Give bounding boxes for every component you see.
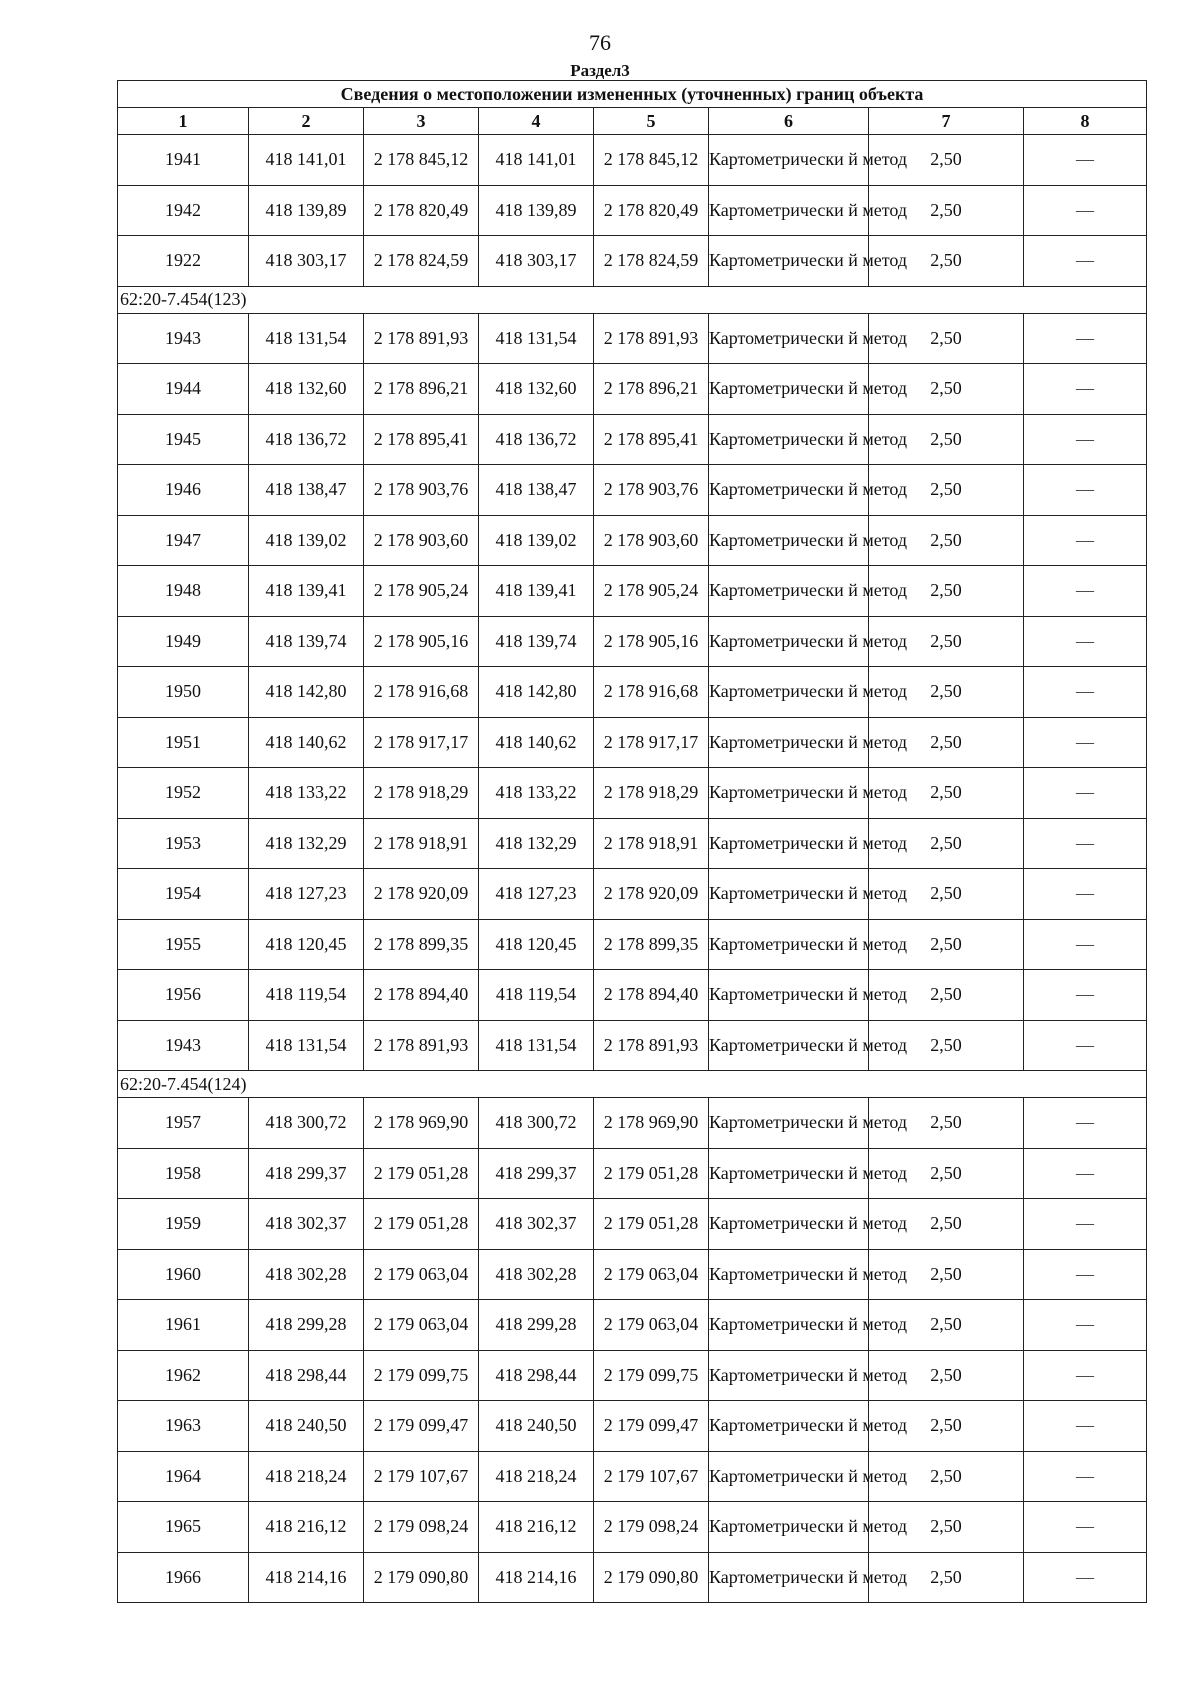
x-existing-cell: 418 218,24 [249, 1451, 364, 1502]
column-header: 2 [249, 108, 364, 135]
method-cell: Картометрически й метод [709, 1098, 869, 1149]
accuracy-cell: 2,50 [869, 869, 1024, 920]
x-refined-cell: 418 299,37 [479, 1148, 594, 1199]
x-refined-cell: 418 139,41 [479, 566, 594, 617]
column-header-row [118, 108, 1147, 135]
table-row [118, 1502, 1147, 1553]
x-refined-cell: 418 214,16 [479, 1552, 594, 1603]
x-existing-cell: 418 131,54 [249, 313, 364, 364]
y-refined-cell: 2 178 905,24 [594, 566, 709, 617]
accuracy-cell: 2,50 [869, 135, 1024, 186]
y-existing-cell: 2 178 820,49 [364, 185, 479, 236]
y-existing-cell: 2 178 918,91 [364, 818, 479, 869]
accuracy-cell: 2,50 [869, 970, 1024, 1021]
y-existing-cell: 2 179 099,75 [364, 1350, 479, 1401]
point-id-cell: 1965 [118, 1502, 249, 1553]
x-existing-cell: 418 133,22 [249, 768, 364, 819]
x-existing-cell: 418 240,50 [249, 1401, 364, 1452]
table-row [118, 185, 1147, 236]
y-existing-cell: 2 178 891,93 [364, 313, 479, 364]
column-header: 3 [364, 108, 479, 135]
x-refined-cell: 418 303,17 [479, 236, 594, 287]
accuracy-cell: 2,50 [869, 364, 1024, 415]
accuracy-cell: 2,50 [869, 919, 1024, 970]
method-cell: Картометрически й метод [709, 1401, 869, 1452]
point-id-cell: 1944 [118, 364, 249, 415]
table-row [118, 364, 1147, 415]
point-id-cell: 1955 [118, 919, 249, 970]
x-refined-cell: 418 298,44 [479, 1350, 594, 1401]
y-refined-cell: 2 179 107,67 [594, 1451, 709, 1502]
x-refined-cell: 418 299,28 [479, 1300, 594, 1351]
x-existing-cell: 418 136,72 [249, 414, 364, 465]
note-cell: — [1024, 717, 1147, 768]
point-id-cell: 1941 [118, 135, 249, 186]
note-cell: — [1024, 185, 1147, 236]
method-cell: Картометрически й метод [709, 1552, 869, 1603]
table-row [118, 465, 1147, 516]
y-refined-cell: 2 178 903,76 [594, 465, 709, 516]
point-id-cell: 1962 [118, 1350, 249, 1401]
x-existing-cell: 418 132,60 [249, 364, 364, 415]
table-row [118, 1249, 1147, 1300]
method-cell: Картометрически й метод [709, 515, 869, 566]
x-existing-cell: 418 138,47 [249, 465, 364, 516]
x-refined-cell: 418 139,89 [479, 185, 594, 236]
y-refined-cell: 2 178 917,17 [594, 717, 709, 768]
method-cell: Картометрически й метод [709, 236, 869, 287]
x-refined-cell: 418 302,28 [479, 1249, 594, 1300]
accuracy-cell: 2,50 [869, 515, 1024, 566]
accuracy-cell: 2,50 [869, 1020, 1024, 1071]
y-existing-cell: 2 178 905,24 [364, 566, 479, 617]
accuracy-cell: 2,50 [869, 1401, 1024, 1452]
point-id-cell: 1946 [118, 465, 249, 516]
x-existing-cell: 418 139,41 [249, 566, 364, 617]
x-existing-cell: 418 214,16 [249, 1552, 364, 1603]
method-cell: Картометрически й метод [709, 566, 869, 617]
method-cell: Картометрически й метод [709, 919, 869, 970]
y-existing-cell: 2 179 107,67 [364, 1451, 479, 1502]
accuracy-cell: 2,50 [869, 236, 1024, 287]
note-cell: — [1024, 1300, 1147, 1351]
section-title: Раздел3 [570, 61, 630, 80]
table-row [118, 818, 1147, 869]
x-existing-cell: 418 216,12 [249, 1502, 364, 1553]
method-cell: Картометрически й метод [709, 465, 869, 516]
method-cell: Картометрически й метод [709, 717, 869, 768]
note-cell: — [1024, 1098, 1147, 1149]
table-caption-row [118, 81, 1147, 108]
note-cell: — [1024, 236, 1147, 287]
point-id-cell: 1951 [118, 717, 249, 768]
method-cell: Картометрически й метод [709, 313, 869, 364]
point-id-cell: 1958 [118, 1148, 249, 1199]
table-row [118, 717, 1147, 768]
y-refined-cell: 2 179 051,28 [594, 1148, 709, 1199]
accuracy-cell: 2,50 [869, 1199, 1024, 1250]
cadastral-group-label: 62:20-7.454(123) [118, 286, 1147, 313]
method-cell: Картометрически й метод [709, 1350, 869, 1401]
y-existing-cell: 2 178 824,59 [364, 236, 479, 287]
point-id-cell: 1922 [118, 236, 249, 287]
table-row [118, 1148, 1147, 1199]
x-refined-cell: 418 131,54 [479, 1020, 594, 1071]
x-refined-cell: 418 141,01 [479, 135, 594, 186]
y-refined-cell: 2 179 063,04 [594, 1300, 709, 1351]
y-refined-cell: 2 179 099,75 [594, 1350, 709, 1401]
note-cell: — [1024, 1199, 1147, 1250]
method-cell: Картометрически й метод [709, 1148, 869, 1199]
method-cell: Картометрически й метод [709, 970, 869, 1021]
note-cell: — [1024, 667, 1147, 718]
point-id-cell: 1964 [118, 1451, 249, 1502]
table-row [118, 313, 1147, 364]
method-cell: Картометрически й метод [709, 869, 869, 920]
x-refined-cell: 418 140,62 [479, 717, 594, 768]
y-existing-cell: 2 178 905,16 [364, 616, 479, 667]
point-id-cell: 1947 [118, 515, 249, 566]
y-refined-cell: 2 178 969,90 [594, 1098, 709, 1149]
accuracy-cell: 2,50 [869, 566, 1024, 617]
point-id-cell: 1963 [118, 1401, 249, 1452]
y-refined-cell: 2 179 090,80 [594, 1552, 709, 1603]
x-existing-cell: 418 300,72 [249, 1098, 364, 1149]
x-existing-cell: 418 132,29 [249, 818, 364, 869]
accuracy-cell: 2,50 [869, 414, 1024, 465]
y-existing-cell: 2 178 845,12 [364, 135, 479, 186]
x-existing-cell: 418 131,54 [249, 1020, 364, 1071]
group-row [118, 1071, 1147, 1098]
method-cell: Картометрически й метод [709, 616, 869, 667]
y-existing-cell: 2 179 063,04 [364, 1300, 479, 1351]
x-existing-cell: 418 299,28 [249, 1300, 364, 1351]
note-cell: — [1024, 515, 1147, 566]
y-refined-cell: 2 178 895,41 [594, 414, 709, 465]
y-refined-cell: 2 178 824,59 [594, 236, 709, 287]
table-row [118, 1350, 1147, 1401]
y-existing-cell: 2 179 051,28 [364, 1148, 479, 1199]
table-row [118, 1300, 1147, 1351]
note-cell: — [1024, 364, 1147, 415]
y-refined-cell: 2 178 905,16 [594, 616, 709, 667]
y-existing-cell: 2 178 899,35 [364, 919, 479, 970]
table-row [118, 1020, 1147, 1071]
table-row [118, 1451, 1147, 1502]
y-existing-cell: 2 178 896,21 [364, 364, 479, 415]
x-existing-cell: 418 302,28 [249, 1249, 364, 1300]
point-id-cell: 1945 [118, 414, 249, 465]
y-refined-cell: 2 178 891,93 [594, 313, 709, 364]
note-cell: — [1024, 566, 1147, 617]
y-refined-cell: 2 179 063,04 [594, 1249, 709, 1300]
method-cell: Картометрически й метод [709, 818, 869, 869]
accuracy-cell: 2,50 [869, 465, 1024, 516]
x-refined-cell: 418 132,60 [479, 364, 594, 415]
y-existing-cell: 2 178 917,17 [364, 717, 479, 768]
x-existing-cell: 418 142,80 [249, 667, 364, 718]
cadastral-group-label: 62:20-7.454(124) [118, 1071, 1147, 1098]
accuracy-cell: 2,50 [869, 1451, 1024, 1502]
x-refined-cell: 418 302,37 [479, 1199, 594, 1250]
point-id-cell: 1953 [118, 818, 249, 869]
note-cell: — [1024, 919, 1147, 970]
y-refined-cell: 2 178 899,35 [594, 919, 709, 970]
y-existing-cell: 2 179 063,04 [364, 1249, 479, 1300]
table-row [118, 768, 1147, 819]
method-cell: Картометрически й метод [709, 364, 869, 415]
method-cell: Картометрически й метод [709, 1300, 869, 1351]
point-id-cell: 1949 [118, 616, 249, 667]
method-cell: Картометрически й метод [709, 135, 869, 186]
table-caption: Сведения о местоположении измененных (уточненных) границ объекта [118, 81, 1147, 108]
accuracy-cell: 2,50 [869, 1300, 1024, 1351]
x-refined-cell: 418 138,47 [479, 465, 594, 516]
y-refined-cell: 2 178 918,29 [594, 768, 709, 819]
accuracy-cell: 2,50 [869, 616, 1024, 667]
y-existing-cell: 2 178 903,60 [364, 515, 479, 566]
method-cell: Картометрически й метод [709, 1249, 869, 1300]
y-existing-cell: 2 179 099,47 [364, 1401, 479, 1452]
note-cell: — [1024, 869, 1147, 920]
point-id-cell: 1952 [118, 768, 249, 819]
method-cell: Картометрически й метод [709, 1451, 869, 1502]
x-existing-cell: 418 298,44 [249, 1350, 364, 1401]
accuracy-cell: 2,50 [869, 717, 1024, 768]
x-refined-cell: 418 240,50 [479, 1401, 594, 1452]
y-refined-cell: 2 178 916,68 [594, 667, 709, 718]
note-cell: — [1024, 1502, 1147, 1553]
note-cell: — [1024, 818, 1147, 869]
x-existing-cell: 418 120,45 [249, 919, 364, 970]
group-row [118, 286, 1147, 313]
table-row [118, 970, 1147, 1021]
y-refined-cell: 2 178 896,21 [594, 364, 709, 415]
x-refined-cell: 418 132,29 [479, 818, 594, 869]
column-header: 4 [479, 108, 594, 135]
point-id-cell: 1954 [118, 869, 249, 920]
accuracy-cell: 2,50 [869, 1098, 1024, 1149]
accuracy-cell: 2,50 [869, 1502, 1024, 1553]
y-refined-cell: 2 178 891,93 [594, 1020, 709, 1071]
y-refined-cell: 2 178 903,60 [594, 515, 709, 566]
y-existing-cell: 2 179 051,28 [364, 1199, 479, 1250]
table-row [118, 869, 1147, 920]
method-cell: Картометрически й метод [709, 1502, 869, 1553]
table-row [118, 135, 1147, 186]
y-existing-cell: 2 178 903,76 [364, 465, 479, 516]
table-row [118, 566, 1147, 617]
x-refined-cell: 418 136,72 [479, 414, 594, 465]
accuracy-cell: 2,50 [869, 313, 1024, 364]
x-refined-cell: 418 119,54 [479, 970, 594, 1021]
y-refined-cell: 2 179 099,47 [594, 1401, 709, 1452]
point-id-cell: 1943 [118, 1020, 249, 1071]
column-header: 7 [869, 108, 1024, 135]
note-cell: — [1024, 1401, 1147, 1452]
y-existing-cell: 2 179 098,24 [364, 1502, 479, 1553]
table-body [118, 135, 1147, 1603]
x-refined-cell: 418 139,02 [479, 515, 594, 566]
note-cell: — [1024, 465, 1147, 516]
y-existing-cell: 2 178 894,40 [364, 970, 479, 1021]
point-id-cell: 1961 [118, 1300, 249, 1351]
point-id-cell: 1948 [118, 566, 249, 617]
x-existing-cell: 418 141,01 [249, 135, 364, 186]
x-existing-cell: 418 127,23 [249, 869, 364, 920]
table-row [118, 515, 1147, 566]
accuracy-cell: 2,50 [869, 1148, 1024, 1199]
table-row [118, 414, 1147, 465]
y-refined-cell: 2 178 920,09 [594, 869, 709, 920]
y-existing-cell: 2 178 891,93 [364, 1020, 479, 1071]
note-cell: — [1024, 1552, 1147, 1603]
point-id-cell: 1959 [118, 1199, 249, 1250]
method-cell: Картометрически й метод [709, 1199, 869, 1250]
accuracy-cell: 2,50 [869, 667, 1024, 718]
accuracy-cell: 2,50 [869, 185, 1024, 236]
x-existing-cell: 418 303,17 [249, 236, 364, 287]
column-header: 8 [1024, 108, 1147, 135]
table-row [118, 236, 1147, 287]
accuracy-cell: 2,50 [869, 1350, 1024, 1401]
note-cell: — [1024, 1020, 1147, 1071]
y-refined-cell: 2 178 845,12 [594, 135, 709, 186]
method-cell: Картометрически й метод [709, 768, 869, 819]
note-cell: — [1024, 1451, 1147, 1502]
y-existing-cell: 2 178 895,41 [364, 414, 479, 465]
column-header: 1 [118, 108, 249, 135]
method-cell: Картометрически й метод [709, 414, 869, 465]
table-row [118, 1199, 1147, 1250]
point-id-cell: 1960 [118, 1249, 249, 1300]
note-cell: — [1024, 313, 1147, 364]
method-cell: Картометрически й метод [709, 1020, 869, 1071]
note-cell: — [1024, 414, 1147, 465]
x-refined-cell: 418 142,80 [479, 667, 594, 718]
note-cell: — [1024, 970, 1147, 1021]
y-existing-cell: 2 178 969,90 [364, 1098, 479, 1149]
note-cell: — [1024, 1249, 1147, 1300]
point-id-cell: 1956 [118, 970, 249, 1021]
x-refined-cell: 418 300,72 [479, 1098, 594, 1149]
table-row [118, 919, 1147, 970]
y-existing-cell: 2 178 920,09 [364, 869, 479, 920]
x-refined-cell: 418 218,24 [479, 1451, 594, 1502]
x-refined-cell: 418 133,22 [479, 768, 594, 819]
y-refined-cell: 2 178 820,49 [594, 185, 709, 236]
point-id-cell: 1943 [118, 313, 249, 364]
x-refined-cell: 418 139,74 [479, 616, 594, 667]
note-cell: — [1024, 1148, 1147, 1199]
accuracy-cell: 2,50 [869, 1249, 1024, 1300]
accuracy-cell: 2,50 [869, 818, 1024, 869]
method-cell: Картометрически й метод [709, 185, 869, 236]
x-existing-cell: 418 302,37 [249, 1199, 364, 1250]
point-id-cell: 1942 [118, 185, 249, 236]
y-refined-cell: 2 179 098,24 [594, 1502, 709, 1553]
table-row [118, 616, 1147, 667]
note-cell: — [1024, 1350, 1147, 1401]
note-cell: — [1024, 768, 1147, 819]
x-existing-cell: 418 140,62 [249, 717, 364, 768]
x-existing-cell: 418 139,74 [249, 616, 364, 667]
note-cell: — [1024, 616, 1147, 667]
table-row [118, 1401, 1147, 1452]
column-header: 5 [594, 108, 709, 135]
note-cell: — [1024, 135, 1147, 186]
accuracy-cell: 2,50 [869, 768, 1024, 819]
y-refined-cell: 2 178 894,40 [594, 970, 709, 1021]
point-id-cell: 1966 [118, 1552, 249, 1603]
x-refined-cell: 418 131,54 [479, 313, 594, 364]
y-refined-cell: 2 178 918,91 [594, 818, 709, 869]
table-row [118, 667, 1147, 718]
x-refined-cell: 418 216,12 [479, 1502, 594, 1553]
page-number: 76 [589, 30, 611, 55]
y-existing-cell: 2 178 918,29 [364, 768, 479, 819]
table-row [118, 1552, 1147, 1603]
point-id-cell: 1950 [118, 667, 249, 718]
boundary-coordinates-table [117, 80, 1147, 1603]
table-row [118, 1098, 1147, 1149]
x-refined-cell: 418 127,23 [479, 869, 594, 920]
x-existing-cell: 418 139,89 [249, 185, 364, 236]
x-existing-cell: 418 139,02 [249, 515, 364, 566]
y-refined-cell: 2 179 051,28 [594, 1199, 709, 1250]
accuracy-cell: 2,50 [869, 1552, 1024, 1603]
x-refined-cell: 418 120,45 [479, 919, 594, 970]
y-existing-cell: 2 178 916,68 [364, 667, 479, 718]
point-id-cell: 1957 [118, 1098, 249, 1149]
y-existing-cell: 2 179 090,80 [364, 1552, 479, 1603]
x-existing-cell: 418 119,54 [249, 970, 364, 1021]
x-existing-cell: 418 299,37 [249, 1148, 364, 1199]
method-cell: Картометрически й метод [709, 667, 869, 718]
column-header: 6 [709, 108, 869, 135]
